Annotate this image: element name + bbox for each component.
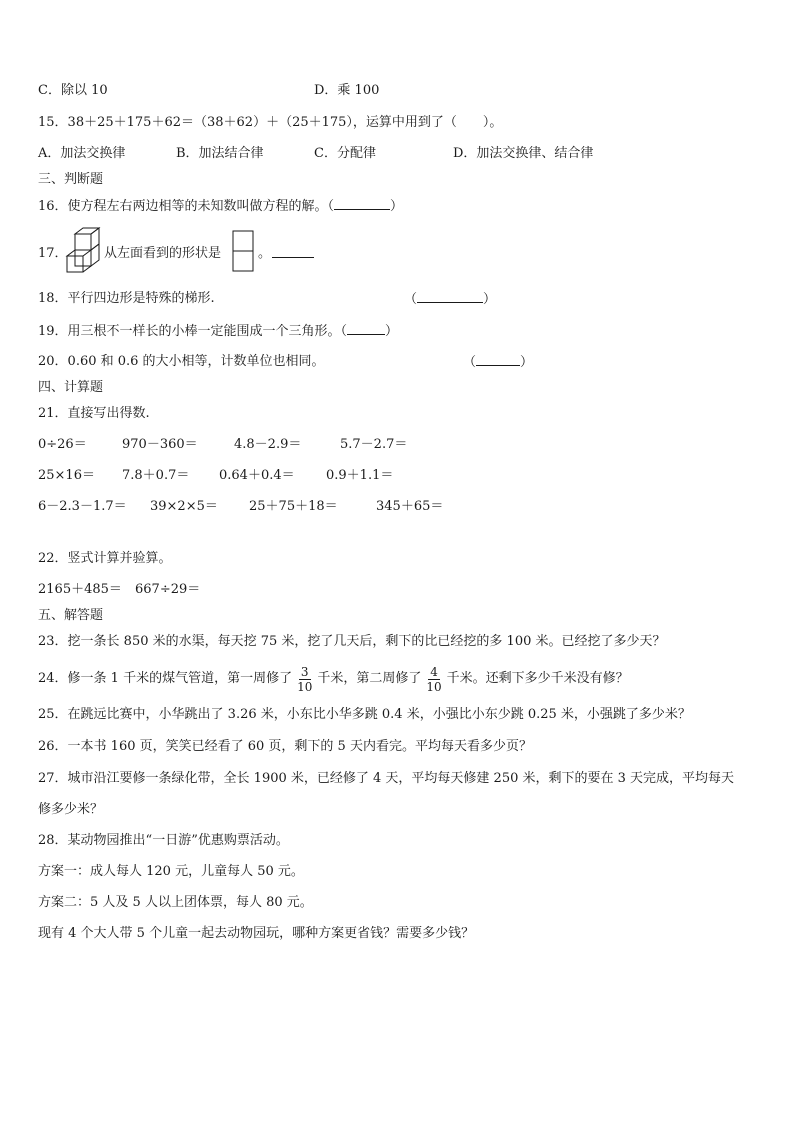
q19-close: ）: [385, 324, 399, 339]
q28-stem: 28．某动物园推出“一日游”优惠购票活动。: [38, 833, 289, 848]
q15-stem: 15．38＋25＋175＋62＝（38＋62）＋（25＋175），运算中用到了（ ）。: [38, 115, 503, 130]
q17-answer-blank[interactable]: [272, 245, 314, 258]
left-view-figure: [232, 230, 256, 274]
q24-fraction-1-denominator: 10: [297, 679, 313, 694]
section-5-heading: 五、解答题: [38, 608, 104, 623]
section-4-heading: 四、计算题: [38, 380, 104, 395]
q15-option-d: D．加法交换律、结合律: [453, 146, 594, 161]
q21-stem: 21．直接写出得数.: [38, 406, 150, 421]
q20-open: （: [463, 355, 477, 370]
q26-text: 26．一本书 160 页，笑笑已经看了 60 页，剩下的 5 天内看完。平均每天看多少页？: [38, 739, 532, 754]
q16-text: 16．使方程左右两边相等的未知数叫做方程的解。（: [38, 199, 335, 214]
q24-part3: 千米。还剩下多少千米没有修？: [446, 671, 629, 686]
q27-line-1: 27．城市沿江要修一条绿化带，全长 1900 米，已经修了 4 天，平均每天修建 250 米，剩下的要在 3 天完成，平均每天: [38, 771, 735, 786]
q18-answer-blank[interactable]: [417, 290, 483, 303]
q21-r1-c4: 5.7－2.7＝: [340, 437, 408, 452]
q15-option-c: C．分配律: [314, 146, 376, 161]
q15-option-a: A．加法交换律: [38, 146, 126, 161]
q21-r3-c4: 345＋65＝: [376, 499, 444, 514]
q23-text: 23．挖一条长 850 米的水渠，每天挖 75 米，挖了几天后，剩下的比已经挖的多 100 米。已经挖了多少天？: [38, 634, 666, 649]
q21-r2-c2: 7.8＋0.7＝: [122, 468, 190, 483]
q15-option-b: B．加法结合律: [176, 146, 264, 161]
q24-fraction-2-numerator: 4: [430, 664, 438, 679]
q18-close: ）: [483, 292, 497, 307]
q20-answer-blank[interactable]: [476, 353, 520, 366]
q14-option-d: D．乘 100: [314, 83, 380, 98]
q21-r2-c4: 0.9＋1.1＝: [326, 468, 394, 483]
q22-item-2: 667÷29＝: [135, 582, 201, 597]
q21-r3-c3: 25＋75＋18＝: [249, 499, 338, 514]
q24-fraction-2: [424, 665, 443, 694]
q24-part1: 24．修一条 1 千米的煤气管道，第一周修了: [38, 671, 293, 686]
q17-text: 从左面看到的形状是: [104, 246, 222, 261]
q24: [38, 660, 629, 698]
q18-answer: [404, 290, 496, 309]
q16-close: ）: [390, 199, 404, 214]
q21-r3-c2: 39×2×5＝: [150, 499, 218, 514]
q17-number: 17．: [38, 246, 68, 261]
q24-fraction-1-numerator: 3: [300, 664, 309, 679]
q16-answer-blank[interactable]: [334, 197, 390, 210]
q21-r3-c1: 6－2.3－1.7＝: [38, 499, 127, 514]
q22-stem: 22．竖式计算并验算。: [38, 551, 172, 566]
q20-text: 20．0.60 和 0.6 的大小相等，计数单位也相同。: [38, 354, 325, 369]
q25-text: 25．在跳远比赛中，小华跳出了 3.26 米，小东比小华多跳 0.4 米，小强比小东少跳 0.25 米，小强跳了多少米？: [38, 707, 691, 722]
q28-plan-1: 方案一：成人每人 120 元，儿童每人 50 元。: [38, 864, 304, 879]
q27-line-2: 修多少米？: [38, 802, 104, 817]
q21-r1-c3: 4.8－2.9＝: [234, 437, 302, 452]
q19-answer-blank[interactable]: [347, 322, 385, 335]
q21-r1-c1: 0÷26＝: [38, 437, 87, 452]
q14-option-c: C．除以 10: [38, 83, 108, 98]
q19-text: 19．用三根不一样长的小棒一定能围成一个三角形。（: [38, 324, 348, 339]
q16: [38, 197, 403, 216]
q28-plan-2: 方案二：5 人及 5 人以上团体票，每人 80 元。: [38, 895, 313, 910]
q22-item-1: 2165＋485＝: [38, 582, 122, 597]
q21-r1-c2: 970－360＝: [122, 437, 198, 452]
q18-text: 18．平行四边形是特殊的梯形.: [38, 291, 215, 306]
q21-r2-c3: 0.64＋0.4＝: [219, 468, 295, 483]
q19: [38, 322, 398, 341]
q20-close: ）: [520, 355, 534, 370]
q24-fraction-1: [295, 665, 314, 694]
q18-open: （: [404, 292, 418, 307]
q24-part2: 千米，第二周修了: [317, 671, 422, 686]
section-3-heading: 三、判断题: [38, 172, 104, 187]
q28-question: 现有 4 个大人带 5 个儿童一起去动物园玩，哪种方案更省钱？需要多少钱？: [38, 926, 475, 941]
cube-stack-figure: [65, 226, 101, 278]
q21-r2-c1: 25×16＝: [38, 468, 95, 483]
q17-period: 。: [258, 246, 272, 261]
q20-answer: [463, 353, 533, 372]
q24-fraction-2-denominator: 10: [426, 679, 442, 694]
